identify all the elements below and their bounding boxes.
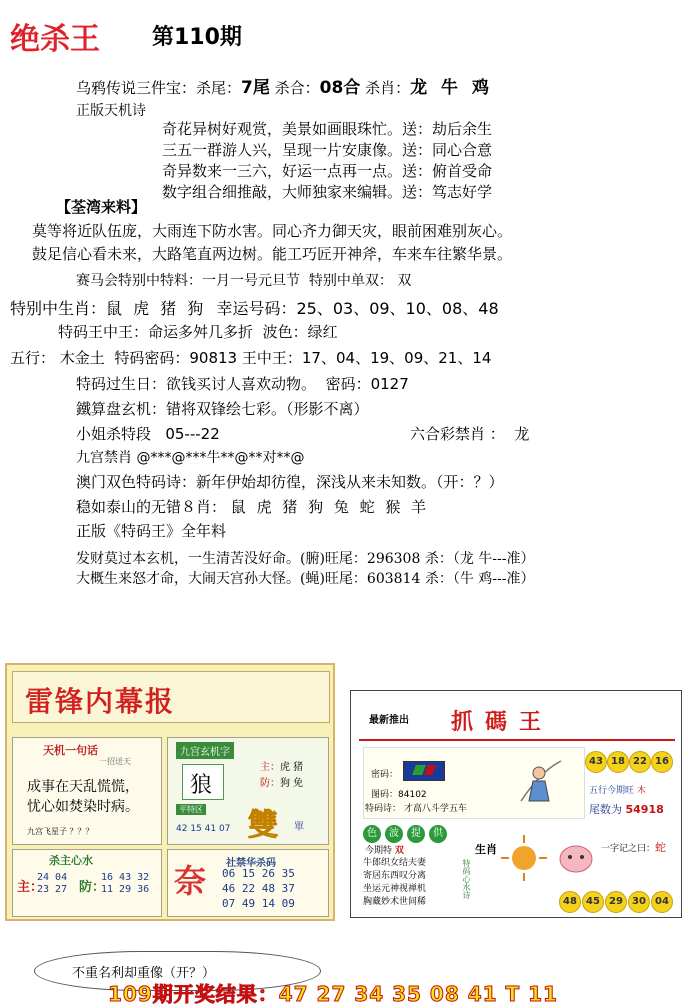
- wuxing-label: 五行：: [10, 349, 56, 367]
- quanwan-line: 鼓足信心看未来，大路笔直两边树。能工巧匠开神斧，车来车往繁华景。: [32, 245, 513, 263]
- zhuamawang-pre: 最新推出: [369, 715, 409, 726]
- miss-line: [76, 423, 220, 444]
- bottom-ball: 48: [559, 891, 581, 913]
- jinqi-line: [365, 843, 404, 856]
- poem-line: 三五一群游人兴，呈现一片安康像。送：同心合意: [162, 141, 493, 159]
- iron-label: 鐵算盘玄机：: [76, 400, 167, 418]
- wuxing-value: 木金土: [59, 349, 105, 367]
- pingtequ-label: 平特区: [176, 804, 206, 815]
- draw-result: 109期开奖结果：47 27 34 35 08 41 T 11: [108, 982, 558, 1006]
- tag: 色: [363, 825, 381, 843]
- horse-dan: 双: [397, 273, 412, 289]
- quanwan-heading: 【 荃湾来料 】: [56, 196, 146, 217]
- tag: 供: [429, 825, 447, 843]
- tema-king-label: 特码王中王：: [58, 323, 149, 341]
- tianji-title: 天机一句话: [43, 744, 98, 757]
- horse-value: 一月一号元旦节: [202, 273, 300, 289]
- leifeng-panel: [5, 663, 335, 921]
- yiju-line: [601, 839, 666, 855]
- fang-line: [260, 774, 303, 789]
- weishu-value: 54918: [625, 803, 664, 816]
- she-char: 奈: [174, 862, 207, 900]
- footer-note: 不重名利却重像（开？）: [72, 966, 216, 981]
- stable-animals: 鼠 虎 猪 狗 兔 蛇 猴 羊: [230, 498, 430, 516]
- tianji-line: 忧心如焚染时病。: [27, 799, 139, 815]
- weishu-label: 尾数为: [589, 803, 622, 816]
- tema-line: [365, 801, 467, 814]
- color-value: 绿红: [307, 323, 338, 341]
- fortune-line: 大概生来怒才命，大闹天宫孙大怪。(蝇)旺尾：603814 杀：（牛 鸡---准）: [76, 571, 535, 587]
- fisherman-figure: [511, 751, 571, 811]
- tuma-value: 84102: [398, 790, 427, 800]
- grid-fang-label: 防：: [79, 880, 106, 895]
- jinqi-label: 今期特: [365, 846, 393, 856]
- macau-value: 新年伊始却彷徨，深浅从来未知数。（开：？）: [196, 473, 504, 491]
- zhu-line: [260, 758, 303, 773]
- nine-palace-value: @***@***牛**@**对**@: [136, 450, 305, 466]
- grid-zhu-label: 主：: [17, 880, 44, 895]
- tema-side: 特码心水诗: [462, 859, 471, 899]
- tianji-box: [12, 737, 162, 845]
- fang-label: 防：: [260, 778, 280, 789]
- shaxin-box: [12, 849, 162, 917]
- miss-label: 小姐杀特段: [76, 425, 152, 443]
- poem-line: 奇异数来一三六，好运一点再一点。送：俯首受命: [162, 162, 493, 180]
- poem-line: 数字组合细推敲，大师独家来编辑。送：笃志好学: [162, 183, 493, 201]
- tema-label: 特码诗：: [365, 804, 402, 814]
- tuma-line: [371, 787, 427, 800]
- crow-line: [76, 73, 493, 98]
- shuang-char: 雙: [248, 808, 278, 843]
- miss-value: 05---22: [165, 425, 220, 443]
- sun-decoration: [499, 833, 549, 883]
- zhu-label: 主：: [260, 762, 280, 773]
- shejia-title: 社禁华杀码: [226, 858, 276, 869]
- grid-fang-row: 16 43 32: [101, 872, 150, 883]
- crow-shaxiao-label: 杀肖：: [365, 79, 411, 97]
- jiumei-title: 九宫玄机字: [176, 742, 234, 759]
- jiumei-box: [167, 737, 329, 845]
- macau-line: [76, 471, 504, 492]
- yiju-value: 蛇: [655, 841, 667, 854]
- leifeng-title: 雷锋内幕报: [25, 685, 176, 718]
- iron-line: [76, 398, 369, 419]
- grid-zhu-row: 24 04: [37, 872, 68, 883]
- page-title: 绝杀王: [10, 22, 100, 57]
- shejia-row: 46 22 48 37: [222, 882, 295, 895]
- leifeng-header: [12, 671, 330, 723]
- shejia-row: 06 15 26 35: [222, 867, 295, 880]
- tema-king-value: 命运多舛几多折: [148, 323, 254, 341]
- poem-line: 奇花异树好观赏，美景如画眼珠忙。送：劫后余生: [162, 120, 493, 138]
- verse-line: 坐运元神视禅机: [363, 884, 427, 894]
- ban-line: [410, 423, 529, 444]
- tag: 波: [385, 825, 403, 843]
- shejia-box: [167, 849, 329, 917]
- lucky-label: 幸运号码：: [216, 299, 297, 318]
- password-label: 密码：: [325, 375, 371, 393]
- pig-decoration: [551, 837, 601, 877]
- ban-label: 六合彩禁肖 ：: [410, 425, 505, 443]
- birthday-line: [76, 373, 409, 394]
- wuhang-label: 五行今期旺: [589, 786, 635, 796]
- shejia-grid: [222, 866, 295, 911]
- horse-dan-label: 特别中单双：: [308, 273, 393, 289]
- top-ball: 22: [629, 751, 651, 773]
- wuhang-value: 木: [636, 786, 646, 796]
- tianji-foot: 九宫飞星子 ？？？: [27, 827, 94, 836]
- dan-mark: 單: [294, 822, 304, 833]
- quanwan-line: 莫等将近队伍庞，大雨连下防水害。同心齐力御天灾，眼前困难别灰心。: [32, 222, 513, 240]
- tianji-line: 成事在天乱慌慌，: [27, 779, 139, 795]
- verse-line: 寄居东西叹分离: [363, 871, 427, 881]
- zhuamawang-header: [359, 699, 675, 741]
- bottom-ball: 45: [582, 891, 604, 913]
- pingtequ-numbers: 42 15 41 07: [176, 824, 231, 834]
- horse-label: 赛马会特别中特料：: [76, 273, 202, 289]
- birthday-label: 特码过生日：: [76, 375, 167, 393]
- yiju-label: 一字记之曰：: [601, 844, 656, 854]
- lucky-numbers: 25、03、09、10、08、48: [296, 299, 499, 318]
- top-ball: 43: [585, 751, 607, 773]
- wuxing-line: [10, 347, 491, 368]
- grid-fang: [101, 872, 149, 896]
- top-ball: 16: [651, 751, 673, 773]
- ban-value: 龙: [514, 425, 530, 443]
- verse-line: 胸藏妙术世间稀: [363, 897, 427, 907]
- tianji-sub: 一招送天: [99, 757, 131, 766]
- weishu-line: [589, 801, 664, 817]
- shaxin-title: 杀主心水: [49, 854, 93, 867]
- top-ball: 18: [607, 751, 629, 773]
- tag: 提: [407, 825, 425, 843]
- zhengban2: 正版《特码王》全年料: [76, 522, 227, 540]
- verse-line: 牛郎织女结夫妻: [363, 858, 427, 868]
- grid-zhu-row: 23 27: [37, 884, 68, 895]
- fortune-line: 发财莫过本玄机，一生清苦没好命。(腑)旺尾：296308 杀：（龙 牛---准）: [76, 551, 535, 567]
- verse: [363, 857, 426, 909]
- wuhang-line: [589, 783, 646, 796]
- shejia-row: 07 49 14 09: [222, 897, 295, 910]
- special-animals-line: [10, 296, 499, 319]
- shengxiao-label: 生肖: [475, 843, 497, 856]
- grid-fang-row: 11 29 36: [101, 884, 150, 895]
- tuma-label: 图码：: [371, 790, 399, 800]
- jiumei-char: 狼: [190, 773, 213, 798]
- nine-palace-label: 九宫禁肖: [76, 450, 132, 466]
- password-value: 0127: [370, 375, 409, 393]
- special-animals-label: 特别中生肖：: [10, 299, 107, 318]
- code-label: 特码密码：: [114, 349, 190, 367]
- jinqi-value: 双: [394, 846, 404, 856]
- zhuamawang-panel: [350, 690, 682, 918]
- special-animals: 鼠 虎 猪 狗: [106, 299, 207, 318]
- macau-label: 澳门双色特码诗：: [76, 473, 197, 491]
- bottom-ball: 30: [628, 891, 650, 913]
- grid-zhu: [37, 872, 67, 896]
- nine-palace-line: [76, 447, 304, 467]
- code-value: 90813: [189, 349, 238, 367]
- zhuamawang-title: 抓碼王: [451, 710, 554, 735]
- iron-value: 错将双锋绘七彩。（形影不离）: [166, 400, 369, 418]
- crow-he: 08合: [319, 78, 361, 98]
- crow-animals: 龙 牛 鸡: [410, 78, 493, 98]
- birthday-value: 欲钱买讨人喜欢动物。: [166, 375, 317, 393]
- tema-king-line: [58, 321, 338, 342]
- issue-number: 第110期: [152, 25, 242, 50]
- zhu-value: 虎 猪: [280, 762, 304, 773]
- fang-value: 狗 免: [280, 778, 304, 789]
- mima-label: 密码：: [371, 770, 399, 780]
- stable-line: [76, 496, 429, 517]
- crow-label: 乌鸦传说三件宝：杀尾：: [76, 79, 242, 97]
- wz-label: 王中王：: [241, 349, 302, 367]
- color-label: 波色：: [262, 323, 308, 341]
- horse-line: [76, 270, 411, 290]
- tema-value: 才高八斗学五车: [403, 804, 467, 814]
- bottom-ball: 04: [651, 891, 673, 913]
- crow-he-label: 杀合：: [269, 79, 320, 97]
- zhengban-label: 正版天机诗: [76, 103, 146, 119]
- stable-label: 稳如泰山的无错８肖：: [76, 498, 227, 516]
- wz-value: 17、04、19、09、21、14: [301, 349, 492, 367]
- logo-icon: [403, 761, 445, 781]
- tag-row: [363, 821, 447, 843]
- crow-tail: 7尾: [241, 78, 270, 98]
- bottom-ball: 29: [605, 891, 627, 913]
